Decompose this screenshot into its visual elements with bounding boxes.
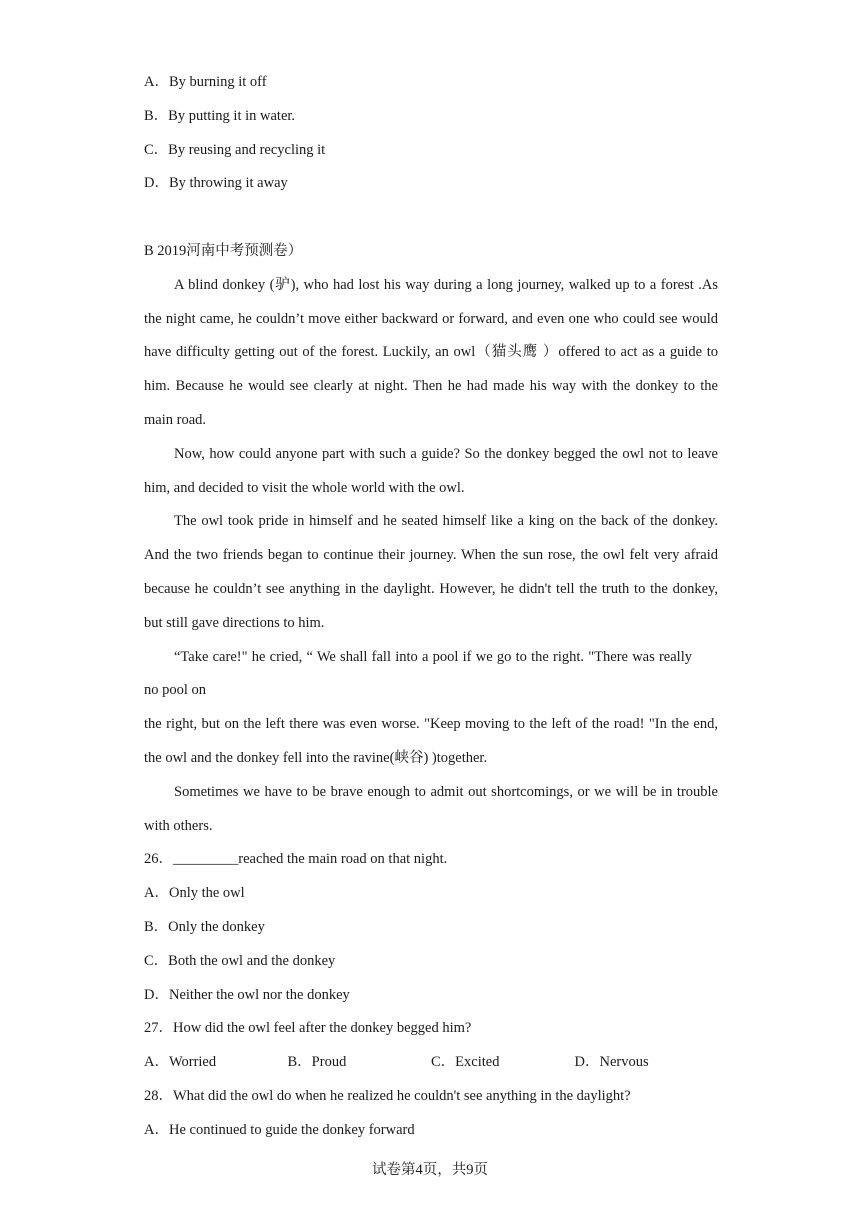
- question-27-option-b: B．Proud: [287, 1054, 347, 1071]
- question-26-option-d: D．Neither the owl nor the donkey: [144, 986, 350, 1003]
- passage-paragraph-2: Now, how could anyone part with such a guide? So the donkey begged the owl not to leave him, and decided to visit the whole world with the owl.: [144, 445, 718, 496]
- question-27-option-d: D．Nervous: [574, 1054, 649, 1071]
- question-27-option-a: A．Worried: [144, 1054, 217, 1071]
- prev-option-a: A．By burning it off: [144, 74, 267, 90]
- prev-option-d: D．By throwing it away: [144, 175, 288, 192]
- passage-paragraph-3: The owl took pride in himself and he seated himself like a king on the back of the donkey. And the two friends began to continue their journey. When the sun rose, the owl felt very afraid because he couldn’t see anything in the daylight. However, he didn't tell the truth to the donkey, but still gave directions to him.: [144, 513, 718, 631]
- question-27-option-c: C．Excited: [431, 1054, 500, 1071]
- question-28-option-a: A．He continued to guide the donkey forward: [144, 1121, 415, 1138]
- page-footer: 试卷第4页，共9页: [372, 1162, 488, 1178]
- prev-option-b: B．By putting it in water.: [144, 107, 296, 124]
- passage-paragraph-4-continued: the right, but on the left there was even worse. "Keep moving to the left of the road! "In the end, the owl and the donkey fell into the ravine(峡谷) )together.: [144, 716, 718, 766]
- question-28-stem: 28．What did the owl do when he realized he couldn't see anything in the daylight?: [144, 1087, 631, 1104]
- section-heading: B 2019河南中考预测卷）: [144, 242, 303, 259]
- passage-paragraph-1: A blind donkey (驴), who had lost his way during a long journey, walked up to a forest .As the night came, he couldn’t move either backward or forward, and even one who could see would have difficulty getting out of the forest. Luckily, an owl（猫头鹰 ）offered to act as a guide to him. Because he would see clearly at night. Then he had made his way with the donkey to the main road.: [144, 276, 718, 428]
- question-27-stem: 27．How did the owl feel after the donkey begged him?: [144, 1020, 472, 1037]
- question-26-stem: 26．_________reached the main road on that night.: [144, 851, 448, 868]
- question-26-option-a: A．Only the owl: [144, 885, 245, 902]
- passage-paragraph-5: Sometimes we have to be brave enough to admit out shortcomings, or we will be in trouble with others.: [144, 783, 718, 834]
- question-26-option-b: B．Only the donkey: [144, 918, 265, 935]
- spacer: [144, 201, 718, 235]
- passage-paragraph-4: “Take care!" he cried, “ We shall fall into a pool if we go to the right. "There was really no pool on: [144, 648, 692, 699]
- page-content: [144, 66, 718, 1148]
- question-27-options: [144, 1046, 718, 1080]
- prev-option-c: C．By reusing and recycling it: [144, 141, 326, 158]
- question-26-option-c: C．Both the owl and the donkey: [144, 952, 336, 969]
